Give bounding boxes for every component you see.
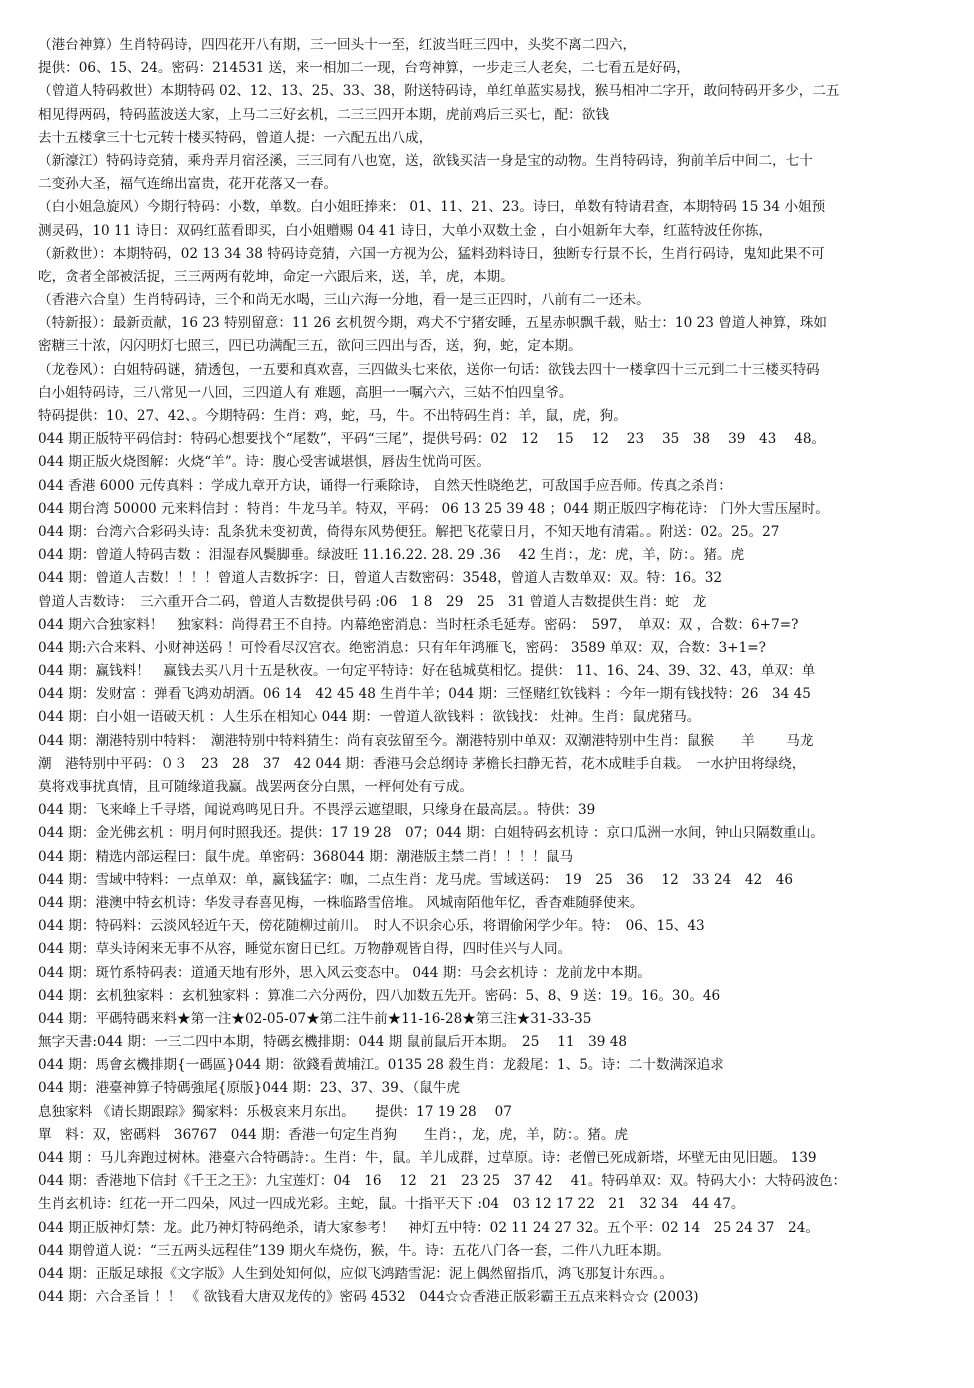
text-line: 044 期：玄机独家料 ：玄机独家料 ：算准二六分两份，四八加数五先开。密码：5、8、9 送：19。16。30。46 (38, 987, 721, 1004)
text-line: （特新报）：最新贡献，16 23 特别留意：11 26 玄机贺今期，鸡犬不宁猪安睡，五星赤帜飘千载，贴士：10 23 曾道人神算，珠如 (38, 315, 828, 332)
text-line: 044 期：香港地下信封《千王之王》：九宝莲灯：04 16 12 21 23 25 37 42 41。特码单双：双。特码大小：大特码波色： (38, 1173, 847, 1190)
text-line: 044 期：六合圣旨 ！！ 《 欲钱看大唐双龙传的》密码 4532 044☆☆香港正版彩霸王五点来料☆☆ (2003) (38, 1289, 699, 1306)
text-line: 044 期：草头诗闲来无事不从容，睡觉东窗日已红。万物静观皆自得，四时佳兴与人同。 (38, 941, 572, 958)
text-line: 單 料：双，密碼料 36767 044 期：香港一句定生肖狗 生肖：，龙，虎，羊，防：。猪。虎 (38, 1126, 629, 1143)
text-line: （白小姐急旋风）今期行特码：小数，单数。白小姐旺捧来： 01、11、21、23。诗曰，单数有特请君查，本期特码 15 34 小姐预 (38, 199, 826, 216)
text-line: 044 期：曾道人特码吉数 ：泪湿春风鬓脚垂。绿波旺 11.16.22. 28. 29 .36 42 生肖：，龙：虎，羊，防：。猪。虎 (38, 547, 745, 564)
text-line: 测灵码，10 11 诗日：双码红蓝看即买，白小姐赠赐 04 41 诗日，大单小双数土金 ，白小姐新年大奉，红蓝特波任你拣， (38, 222, 773, 239)
text-line: 特码提供：10、27、42、。今期特码：生肖：鸡，蛇，马，牛。不出特码生肖：羊，鼠，虎，狗。 (38, 408, 627, 424)
text-line: 044 期：正版足球报《文字版》人生到处知何似，应似飞鸿踏雪泥：泥上偶然留指爪，鸿飞那复计东西。。 (38, 1265, 674, 1282)
text-line: 044 期：飞来峰上千寻塔，闻说鸡鸣见日升。不畏浮云遮望眼，只缘身在最高层。。特供：39 (38, 802, 596, 819)
text-line: 044 香港 6000 元传真料 ：学成九章开方诀，诵得一行乘除诗， 自然天性晓绝艺，可敌国手应吾师。传真之杀肖： (38, 477, 732, 494)
text-line: 生肖玄机诗：红花一开二四朵，风过一四成光彩。主蛇，鼠。十指平天下 :04 03 12 17 22 21 32 34 44 47。 (38, 1196, 745, 1213)
text-line: 044 期正版特平码信封：特码心想要找个“尾数”，平码“三尾”，提供号码：02 12 15 12 23 35 38 39 43 48。 (38, 431, 826, 448)
text-line: 044 期：特码料：云淡风轻近午天，傍花随柳过前川。 时人不识余心乐，将谓偷闲学少年。特： 06、15、43 (38, 918, 705, 935)
text-line: 044 期：发财富 ：弹看飞鸿劝胡酒。06 14 42 45 48 生肖牛羊；044 期：三怪赌红钦钱料 ：今年一期有钱找特：26 34 45 (38, 686, 811, 703)
text-line: 044 期：赢钱料！ 赢钱去买八月十五是秋夜。一句定平特诗：好在毡城莫相忆。提供： 11、16、24、39、32、43，单双：单 (38, 663, 816, 680)
text-line: 息独家料 《请长期跟踪》獨家料：乐极哀来月东出。 提供：17 19 28 07 (38, 1103, 512, 1120)
text-line: 去十五楼拿三十七元转十楼买特码，曾道人提：一六配五出八成， (38, 129, 433, 146)
text-line: 吃，贪者全部被活捉，三三两两有乾坤，命定一六跟后来，送，羊，虎，本期。 (38, 268, 514, 285)
text-line: 莫将戏事扰真情，且可随缘道我赢。战罢两奁分白黑，一枰何处有亏成。 (38, 779, 473, 795)
text-line: 044 期：雪域中特料：一点单双：单，赢钱猛字：咖，二点生肖：龙马虎。雪域送码： 19 25 36 12 33 24 42 46 (38, 871, 794, 888)
text-line: （新救世）：本期特码，02 13 34 38 特码诗竞猜，六国一方视为公，猛料劲料诗日，独断专行景不长，生肖行码诗，鬼知此果不可 (38, 245, 825, 262)
text-line: 044 期:六合来料、小财神送码 ！可怜看尽汉宫衣。绝密消息：只有年年鸿雁飞，密码： 3589 单双：双，合数：3+1=? (38, 639, 766, 656)
text-line: 044 期：白小姐一语破天机 ：人生乐在相知心 044 期：一曾道人欲钱料 ：欲钱找： 灶神。生肖：鼠虎猪马。 (38, 709, 701, 726)
text-line: 密糖三十浓，闪闪明灯七照三，四已功满配三五，欲问三四出与否，送，狗，蛇，定本期。 (38, 338, 582, 355)
text-line: （新濠江）特码诗竞猜，乘舟弄月宿泾溪，三三同有八也宽，送，欲钱买洁一身是宝的动物。生肖特码诗，狗前羊后中间二，七十 (38, 152, 813, 169)
text-line: （曾道人特码救世）本期特码 02、12、13、25、33、38，附送特码诗，单红单蓝实易找，猴马相冲二字开，敢问特码开多少，二五 (38, 83, 840, 100)
text-line: 044 期曾道人说：“三五两头远程佳”139 期火车烧伤，猴，牛。诗：五花八门各一套，二件八九旺本期。 (38, 1242, 670, 1259)
text-line: 潮 港特别中平码：０３ 23 28 37 42 044 期：香港马会总纲诗 茅檐长扫静无苔，花木成畦手自栽。 一水护田将绿绕， (38, 755, 806, 772)
text-line: 044 期：金光佛玄机 ：明月何时照我还。提供：17 19 28 07；044 期：白姐特码玄机诗 ：京口瓜洲一水间，钟山只隔数重山。 (38, 825, 824, 842)
text-line: （港台神算）生肖特码诗，四四花开八有期，三一回头十一至，红波当旺三四中，头奖不离二四六， (38, 37, 637, 53)
text-line: 044 期：港臺神算子特碼強尾{原版}044 期：23、37、39、（鼠牛虎 (38, 1080, 460, 1097)
text-line: 044 期正版神灯禁：龙。此乃神灯特码绝杀，请大家参考！ 神灯五中特：02 11 24 27 32。五个平：02 14 25 24 37 24。 (38, 1219, 819, 1236)
text-line: 044 期：潮港特别中特料： 潮港特别中特料猜生：尚有哀弦留至今。潮港特别中单双：双潮港特别中生肖：鼠猴 羊 马龙 (38, 732, 814, 749)
text-line: （龙卷风）：白姐特码谜，猜透包，一五要和真欢喜，三四做头七来依，送你一句话：欲钱去四十一楼拿四十三元到二十三楼买特码 (38, 361, 820, 378)
text-line: 044 期：斑竹系特码表：道通天地有形外，思入风云变态中。 044 期：马会玄机诗 ：龙前龙中本期。 (38, 964, 651, 981)
text-line: 二变孙大圣，福气连绵出富贵，花开花落又一春。 (38, 176, 338, 193)
text-line: 044 期：馬會玄機排期{一碼區}044 期：欲錢看黄埔江。0135 28 殺生肖：龙殺尾：1、5。诗：二十数满深追求 (38, 1057, 724, 1074)
text-line: 白小姐特码诗，三八常见一八回，三四道人有 难题，高胆一一嘱六六，三姑不怕四皇爷。 (38, 384, 573, 401)
text-line: 044 期：精选内部运程曰：鼠牛虎。单密码：368044 期：潮港版主禁二肖！！！！鼠马 (38, 848, 574, 865)
text-line: 044 期 ：马儿奔跑过树林。港臺六合特碼詩：。生肖：牛，鼠。羊儿成群，过草原。诗：老僧已死成新塔，坏壁无由见旧题。 139 (38, 1150, 817, 1166)
text-line: 044 期六合独家料！ 独家料：尚得君王不自持。内幕绝密消息：当时枉杀毛延寿。密码： 597， 单双：双 ，合数：6+7=? (38, 616, 799, 633)
text-line: 044 期：平碼特碼来料★第一注★02-05-07★第二注牛前★11-16-28★第三注★31-33-35 (38, 1010, 592, 1027)
text-line: 044 期：台湾六合彩码头诗：乱条犹未变初黄，倚得东风势便狂。解把飞花蒙日月，不知天地有清霜。。附送：02。25。27 (38, 523, 780, 540)
text-line: 044 期：曾道人吉数！！！！曾道人吉数拆字：日，曾道人吉数密码：3548，曾道人吉数单双：双。特：16。32 (38, 570, 722, 587)
text-line: 無字天書:044 期：一三二四中本期，特碼玄機排期：044 期 鼠前鼠后开本期。 25 11 39 48 (38, 1034, 628, 1051)
text-line: 曾道人吉数诗： 三六重开合二码，曾道人吉数提供号码 :06 1 8 29 25 31 曾道人吉数提供生肖：蛇 龙 (38, 593, 707, 610)
text-line: （香港六合皇）生肖特码诗，三个和尚无水喝，三山六海一分地，看一是三正四时，八前有二一还未。 (38, 292, 650, 309)
text-line: 相见得两码，特码蓝波送大家，上马二三好玄机，二三三四开本期，虎前鸡后三买七，配：欲钱 (38, 106, 609, 123)
text-line: 提供：06、15、24。密码：214531 送，来一相加二一现，台弯神算，一步走三人老矣，二七看五是好码， (38, 60, 690, 77)
text-line: 044 期台湾 50000 元来料信封 ：特肖：牛龙马羊。特双，平码： 06 13 25 39 48 ；044 期正版四字梅花诗： 门外大雪压屋时。 (38, 500, 829, 517)
text-line: 044 期正版火烧图解：火烧“羊”。诗：腹心受害诚堪惧，唇齿生忧尚可医。 (38, 454, 490, 471)
text-line: 044 期：港澳中特玄机诗：华发寻春喜见梅，一株临路雪倍堆。 风城南陌他年忆，香杳难随驿使来。 (38, 894, 644, 911)
